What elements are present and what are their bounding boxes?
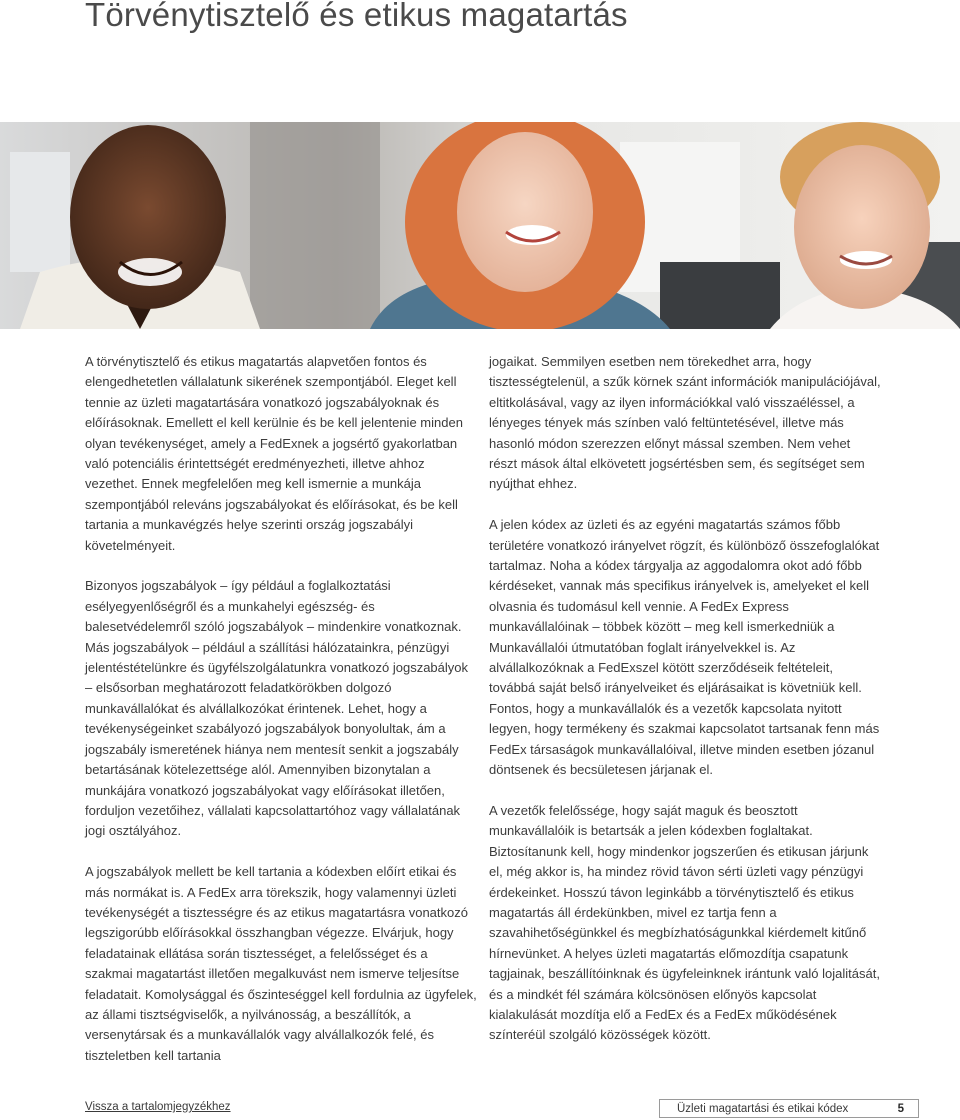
people-photo	[0, 122, 960, 329]
left-paragraph-1: A törvénytisztelő és etikus magatartás alapvetően fontos és elengedhetetlen vállalatunk sikerének szempontjából. Eleget kell tennie az üzleti magatartására vonatkozó jogszabályoknak és előírásoknak. Emellett el kell kerülnie és be kell jelentenie minden olyan tevékenységet, amely a FedExnek a jogsértő gyakorlatban való potenciális érintettségét eredményezheti, illetve ahhoz vezethet. Ennek megfelelően meg kell ismernie a munkája szempontjából releváns jogszabályokat és előírásokat, és be kell tartania a munkavégzés helye szerinti ország jogszabályi követelményeit.	[85, 354, 463, 553]
footer-document-title: Üzleti magatartási és etikai kódex	[677, 1102, 849, 1115]
page-title: Törvénytisztelő és etikus magatartás	[85, 0, 628, 33]
right-column	[489, 352, 881, 1066]
right-paragraph-1: jogaikat. Semmilyen esetben nem törekedhet arra, hogy tisztességtelenül, a szűk körnek szánt információk manipulációjával, eltitkolásával, vagy az ilyen információkkal való visszaéléssel, a lényeges tények más színben való feltüntetésével, illetve más hasonló módon szerezzen előnyt mással szemben. Nem vehet részt mások által elkövetett jogsértésben sem, és segítséget sem nyújthat ehhez.	[489, 354, 881, 492]
left-paragraph-2: Bizonyos jogszabályok – így például a foglalkoztatási esélyegyenlőségről és a munkahelyi egészség- és balesetvédelemről szóló jogszabályok – mindenkire vonatkoznak. Más jogszabályok – például a szállítási hálózatainkra, pénzügyi jelentéstételünkre és ügyfélszolgálatunkra vonatkozó jogszabályok – elsősorban meghatározott feladatkörökben dolgozó munkavállalókat és alvállalkozókat érintenek. Lehet, hogy a tevékenységeinket szabályozó jogszabályok bonyolultak, ám a jogszabály ismeretének hiánya nem mentesít senkit a jogszabály betartásának kötelezettsége alól. Amennyiben bizonytalan a munkájára vonatkozó jogszabályokat vagy előírásokat illetően, forduljon vezetőihez, vállalati kapcsolattartóhoz vagy vállalatának jogi osztályához.	[85, 578, 469, 839]
right-paragraph-3: A vezetők felelőssége, hogy saját maguk és beosztott munkavállalóik is betartsák a jelen kódexben foglaltakat. Biztosítanunk kell, hogy mindenkor jogszerűen és etikusan járjunk el, még akkor is, ha mindez rövid távon sérti üzleti vagy pénzügyi érdekeinket. Hosszú távon leginkább a törvénytisztelő és etikus magatartás áll érdekünkben, mivel ez tartja fenn a szavahihetőségünkkel és megbízhatóságunkkal kiérdemelt kitűnő hírnevünket. A helyes üzleti magatartás előmozdítja csapatunk tagjainak, beszállítóinknak és ügyfeleinknek irántunk való lojalitását, és a mindkét fél számára kölcsönösen előnyös kapcsolat kialakulását mozdítja elő a FedEx és a FedEx működésének színteréül szolgáló közösségek között.	[489, 802, 880, 1043]
left-paragraph-3: A jogszabályok mellett be kell tartania a kódexben előírt etikai és más normákat is. A FedEx arra törekszik, hogy valamennyi üzleti tevékenységét a tisztességre és az etikus magatartásra vonatkozó legszigorúbb előírásokkal összhangban végezze. Elvárjuk, hogy feladatainak ellátása során tisztességet, a felelősséget és a szakmai magatartást illetően megalkuvást nem ismerve teljesítse feladatait. Komolysággal és őszinteséggel kell fordulnia az ügyfelek, az állami tisztségviselők, a nyilvánosság, a beszállítók, a versenytársak és a munkavállalók vagy alvállalkozók felé, és tiszteletben kell tartania	[85, 864, 477, 1063]
right-paragraph-2: A jelen kódex az üzleti és az egyéni magatartás számos főbb területére vonatkozó irányelvet rögzít, és különböző összefoglalókat tartalmaz. Noha a kódex tárgyalja az aggodalomra okot adó főbb kérdéseket, vannak más specifikus irányelvek is, amelyeket el kell olvasnia és tudomásul kell vennie. A FedEx Express munkavállalóinak – többek között – meg kell ismerkedniük a Munkavállalói útmutatóban foglalt irányelvekkel is. Az alvállalkozóknak a FedExszel kötött szerződéseik feltételeit, továbbá saját belső irányelveiket és eljárásaikat is követniük kell. Fontos, hogy a munkavállalók és a vezetők kapcsolata nyitott legyen, hogy termékeny és szakmai kapcsolatot tartsanak fenn más FedEx társaságok munkavállalóival, illetve minden esetben józanul döntsenek és becsületesen járjanak el.	[489, 517, 880, 778]
footer-page-box	[659, 1099, 919, 1118]
back-to-toc-link[interactable]: Vissza a tartalomjegyzékhez	[85, 1101, 231, 1113]
left-column	[85, 352, 477, 1087]
people-photo-icon	[0, 122, 960, 329]
page-number: 5	[897, 1102, 904, 1115]
